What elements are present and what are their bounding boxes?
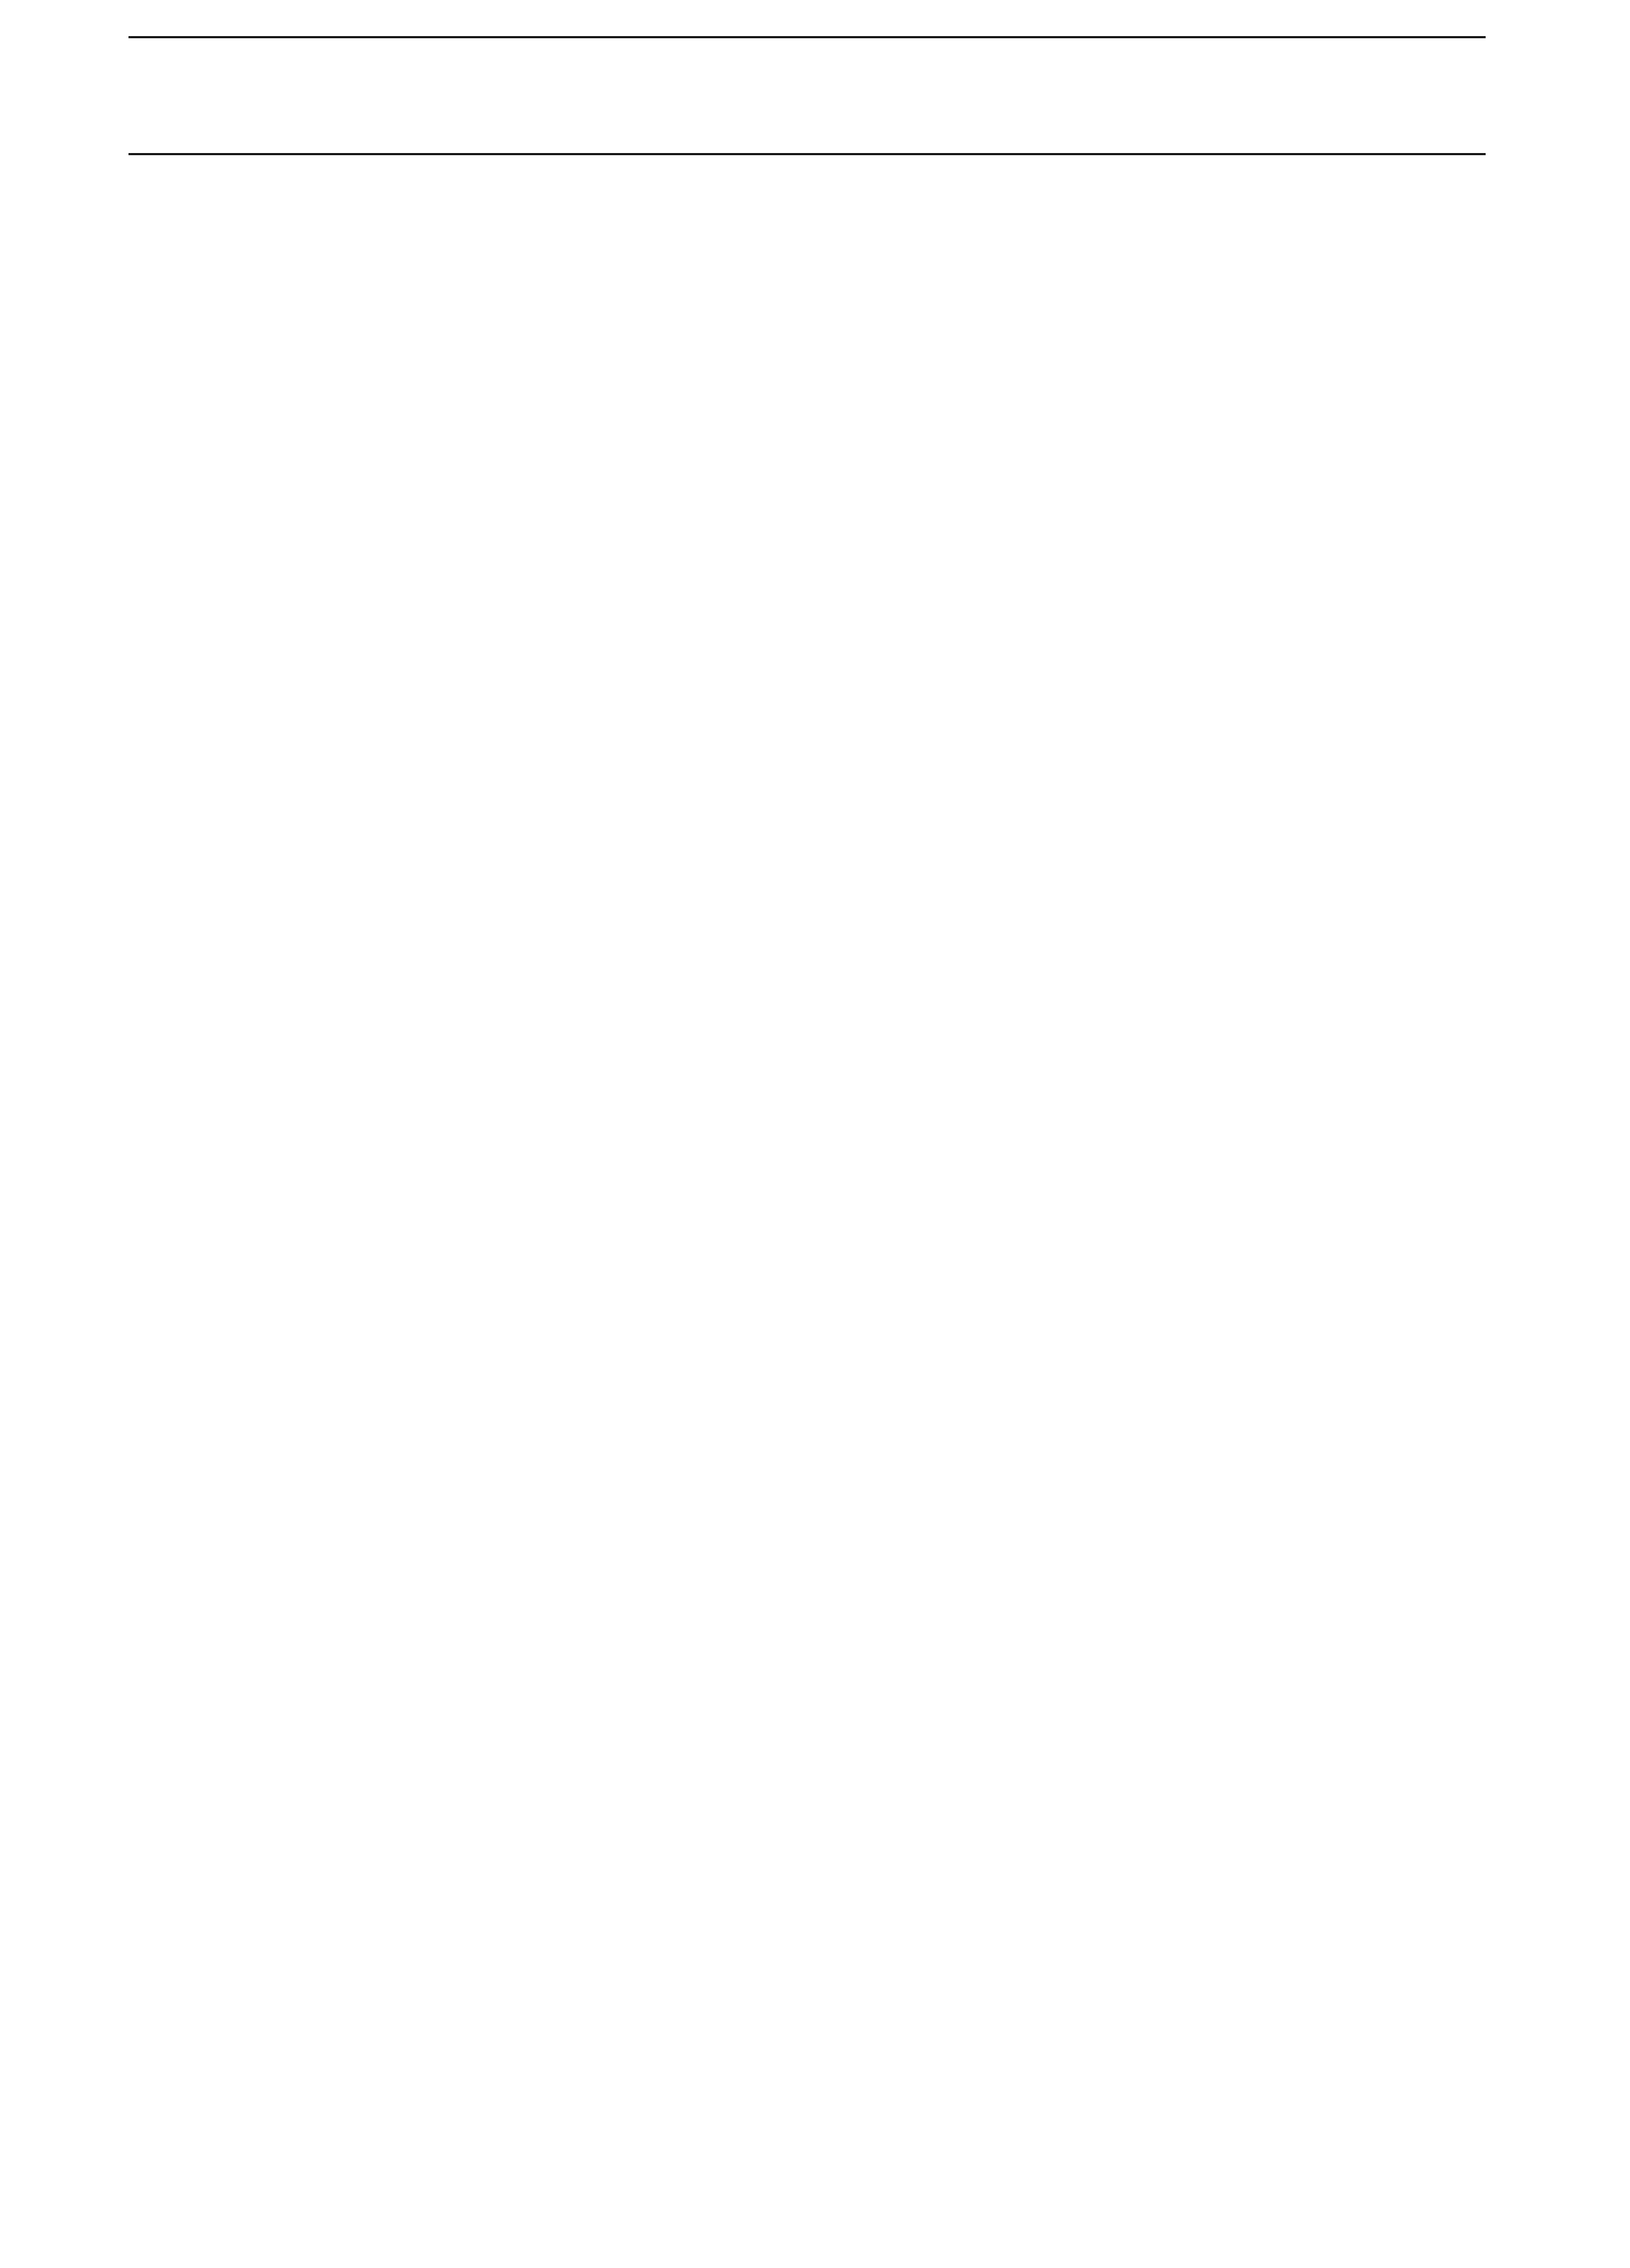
running-header	[128, 108, 1486, 155]
chapter-heading	[128, 0, 1486, 38]
